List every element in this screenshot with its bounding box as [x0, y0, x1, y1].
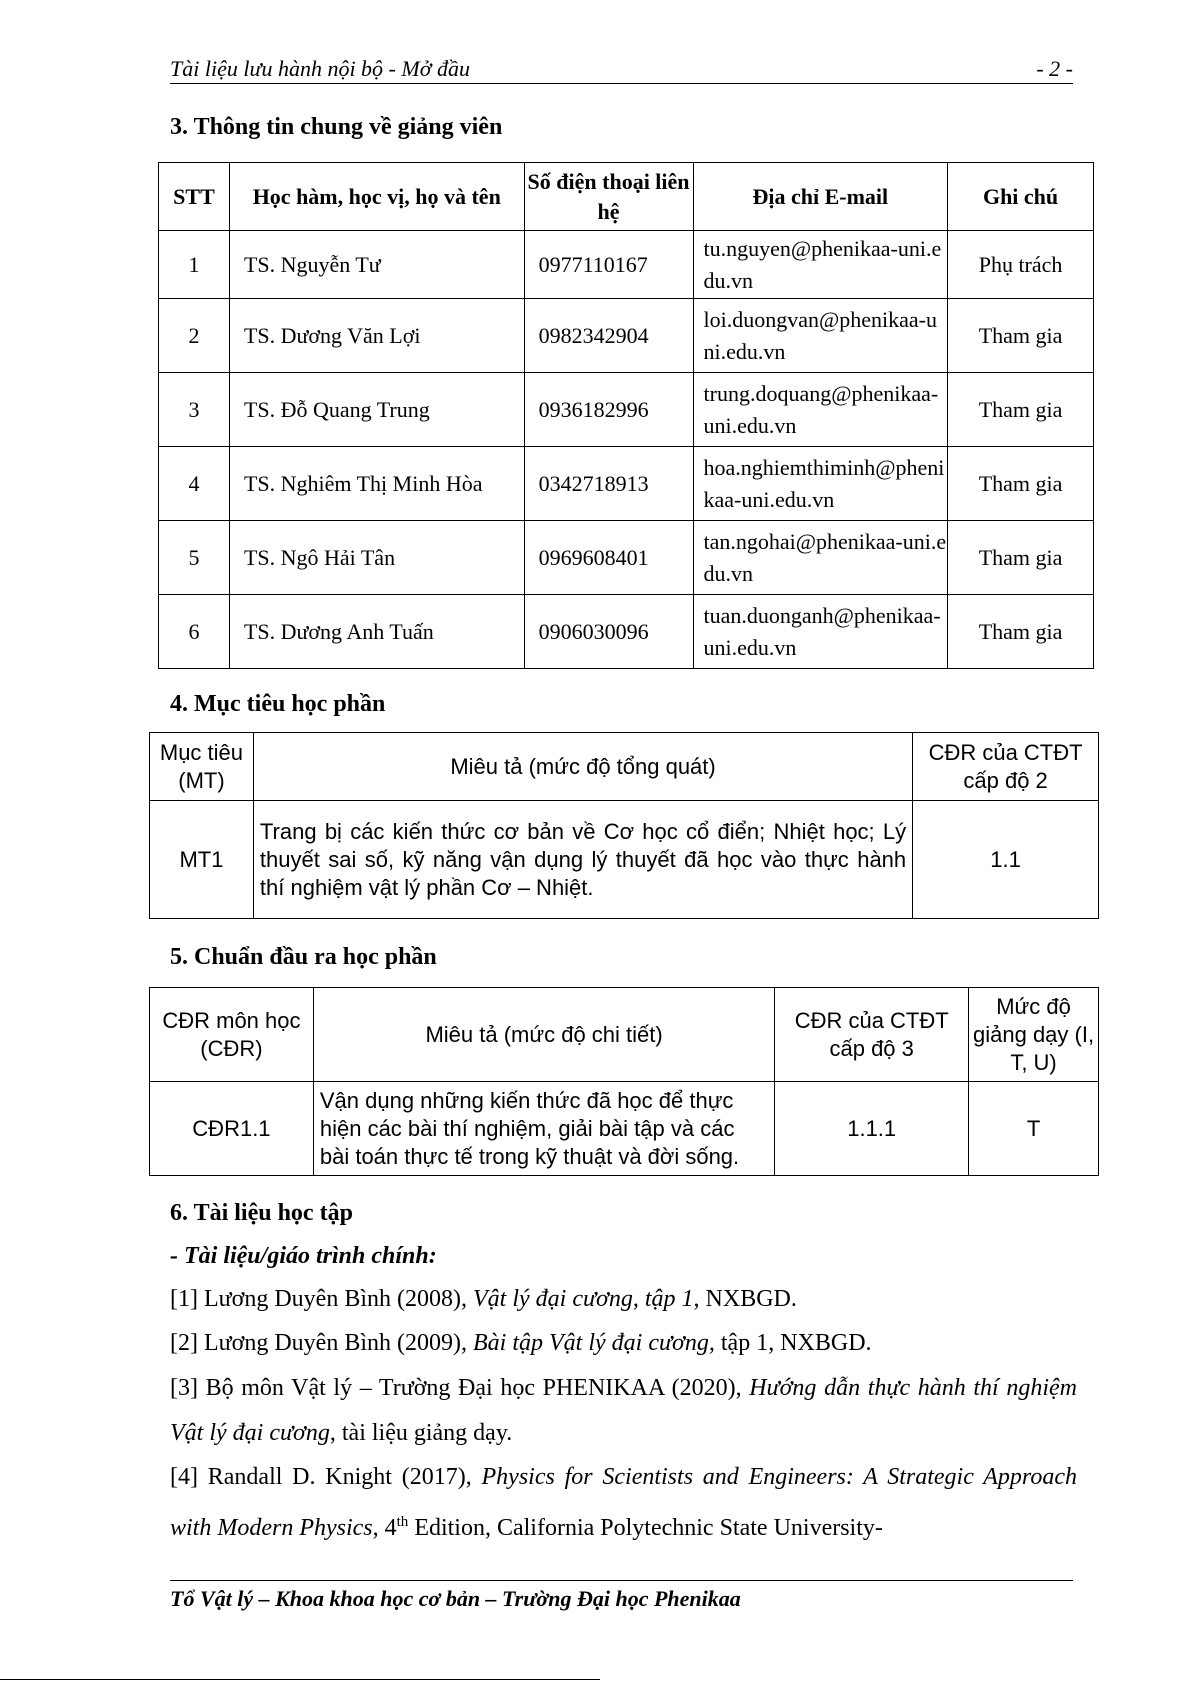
cell-phone: 0906030096 — [524, 595, 693, 669]
table-row — [150, 801, 1099, 919]
col-header-phone: Số điện thoại liên hệ — [524, 163, 693, 231]
cell-stt: 2 — [159, 299, 230, 373]
section-5-heading: 5. Chuẩn đầu ra học phần — [170, 944, 437, 970]
col-header-program-outcome-level3: CĐR của CTĐT cấp độ 3 — [775, 988, 969, 1082]
col-header-program-outcome-level2: CĐR của CTĐT cấp độ 2 — [913, 733, 1099, 801]
cell-email: tu.nguyen@phenikaa-uni.edu.vn — [693, 231, 948, 299]
page-edge-line — [0, 1679, 600, 1680]
cell-phone: 0969608401 — [524, 521, 693, 595]
cell-email: trung.doquang@phenikaa-uni.edu.vn — [693, 373, 948, 447]
cell-note: Tham gia — [948, 521, 1094, 595]
col-header-teaching-level: Mức độ giảng dạy (I, T, U) — [969, 988, 1099, 1082]
cell-note: Phụ trách — [948, 231, 1094, 299]
section-3-heading: 3. Thông tin chung về giảng viên — [170, 114, 503, 140]
cell-name: TS. Dương Văn Lợi — [229, 299, 524, 373]
cell-stt: 3 — [159, 373, 230, 447]
table-row — [159, 521, 1094, 595]
reference-item: [1] Lương Duyên Bình (2008), Vật lý đại cương, tập 1, NXBGD. — [170, 1286, 797, 1312]
cell-email: loi.duongvan@phenikaa-uni.edu.vn — [693, 299, 948, 373]
outcomes-table-header — [150, 988, 1099, 1082]
cell-note: Tham gia — [948, 373, 1094, 447]
table-row — [159, 447, 1094, 521]
col-header-email: Địa chỉ E-mail — [693, 163, 948, 231]
table-row — [159, 595, 1094, 669]
header-divider — [170, 83, 1073, 84]
col-header-name: Học hàm, học vị, họ và tên — [229, 163, 524, 231]
objectives-table — [149, 732, 1099, 919]
cell-email: hoa.nghiemthiminh@phenikaa-uni.edu.vn — [693, 447, 948, 521]
cell-teaching-level: T — [969, 1082, 1099, 1176]
section-6-heading: 6. Tài liệu học tập — [170, 1200, 353, 1226]
table-row — [159, 231, 1094, 299]
cell-stt: 1 — [159, 231, 230, 299]
header-title: Tài liệu lưu hành nội bộ - Mở đầu — [170, 56, 470, 81]
col-header-course-outcome: CĐR môn học (CĐR) — [150, 988, 314, 1082]
cell-objective-id: MT1 — [150, 801, 254, 919]
cell-name: TS. Ngô Hải Tân — [229, 521, 524, 595]
cell-note: Tham gia — [948, 595, 1094, 669]
section-4-heading: 4. Mục tiêu học phần — [170, 691, 386, 717]
cell-stt: 4 — [159, 447, 230, 521]
main-materials-subheading: - Tài liệu/giáo trình chính: — [170, 1243, 437, 1269]
lecturer-table — [158, 162, 1094, 669]
page-header — [170, 56, 1073, 82]
cell-email: tuan.duonganh@phenikaa-uni.edu.vn — [693, 595, 948, 669]
col-header-objective: Mục tiêu (MT) — [150, 733, 254, 801]
col-header-description: Miêu tả (mức độ tổng quát) — [253, 733, 912, 801]
table-row — [150, 1082, 1099, 1176]
cell-stt: 5 — [159, 521, 230, 595]
cell-phone: 0936182996 — [524, 373, 693, 447]
objectives-table-header — [150, 733, 1099, 801]
table-row — [159, 373, 1094, 447]
col-header-stt: STT — [159, 163, 230, 231]
footer-divider — [170, 1580, 1073, 1581]
cell-phone: 0977110167 — [524, 231, 693, 299]
cell-note: Tham gia — [948, 299, 1094, 373]
reference-item: [4] Randall D. Knight (2017), Physics for Scientists and Engineers: A Strategic Approach with Modern Physics, 4th Edition, California Polytechnic State University- — [170, 1464, 1077, 1541]
cell-email: tan.ngohai@phenikaa-uni.edu.vn — [693, 521, 948, 595]
cell-note: Tham gia — [948, 447, 1094, 521]
cell-description: Vận dụng những kiến thức đã học để thực hiện các bài thí nghiệm, giải bài tập và các bài toán thực tế trong kỹ thuật và đời sống. — [313, 1082, 774, 1176]
reference-item: [3] Bộ môn Vật lý – Trường Đại học PHENIKAA (2020), Hướng dẫn thực hành thí nghiệm Vật lý đại cương, tài liệu giảng dạy. — [170, 1375, 1077, 1446]
cell-outcome-id: CĐR1.1 — [150, 1082, 314, 1176]
lecturer-table-header — [159, 163, 1094, 231]
cell-name: TS. Nghiêm Thị Minh Hòa — [229, 447, 524, 521]
col-header-note: Ghi chú — [948, 163, 1094, 231]
table-row — [159, 299, 1094, 373]
cell-program-outcome: 1.1.1 — [775, 1082, 969, 1176]
reference-item: [2] Lương Duyên Bình (2009), Bài tập Vật lý đại cương, tập 1, NXBGD. — [170, 1330, 872, 1356]
cell-program-outcome: 1.1 — [913, 801, 1099, 919]
page-footer: Tổ Vật lý – Khoa khoa học cơ bản – Trường Đại học Phenikaa — [170, 1586, 741, 1611]
cell-phone: 0342718913 — [524, 447, 693, 521]
page-number: - 2 - — [1036, 56, 1073, 81]
cell-name: TS. Đỗ Quang Trung — [229, 373, 524, 447]
cell-description: Trang bị các kiến thức cơ bản về Cơ học cổ điển; Nhiệt học; Lý thuyết sai số, kỹ năng vận dụng lý thuyết đã học vào thực hành thí nghiệm vật lý phần Cơ – Nhiệt. — [253, 801, 912, 919]
col-header-description: Miêu tả (mức độ chi tiết) — [313, 988, 774, 1082]
outcomes-table — [149, 987, 1099, 1176]
cell-name: TS. Dương Anh Tuấn — [229, 595, 524, 669]
cell-stt: 6 — [159, 595, 230, 669]
cell-name: TS. Nguyễn Tư — [229, 231, 524, 299]
cell-phone: 0982342904 — [524, 299, 693, 373]
